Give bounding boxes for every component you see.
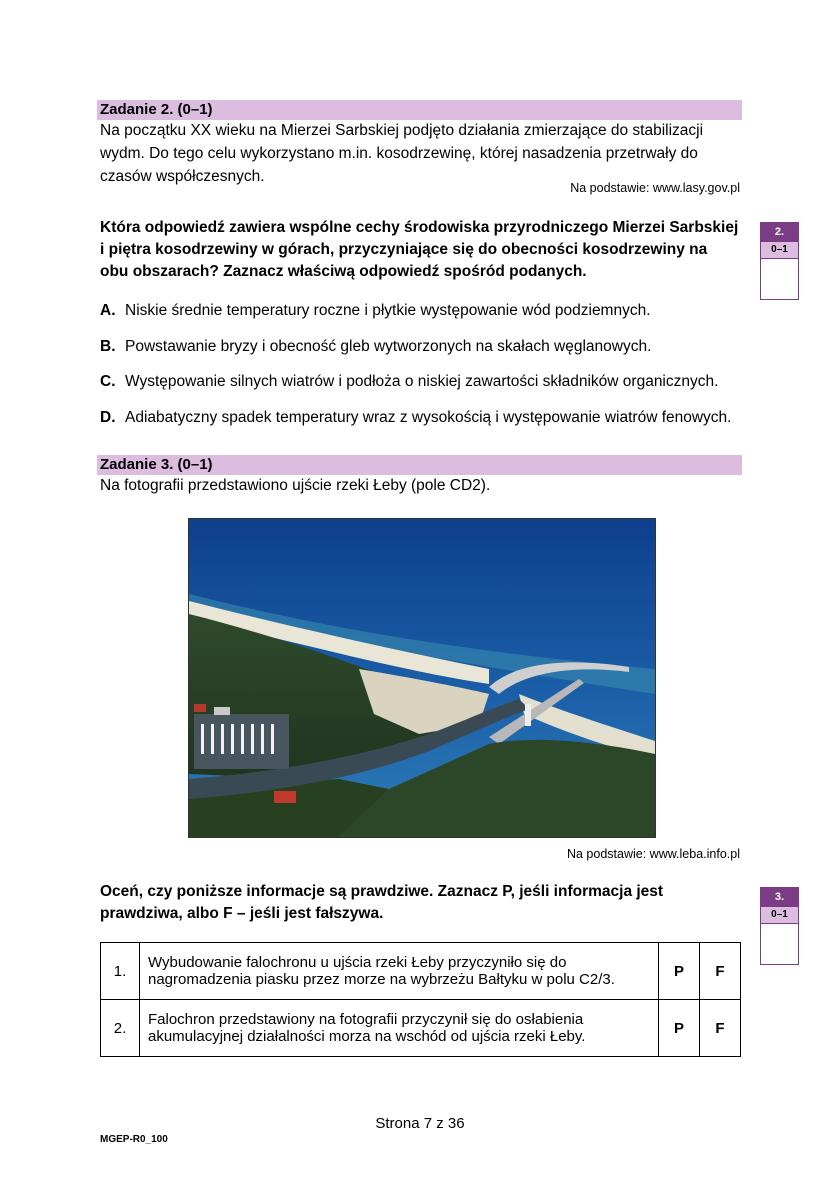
option-text: Występowanie silnych wiatrów i podłoża o niskiej zawartości składników organicznych. — [125, 373, 719, 390]
true-false-table — [100, 942, 741, 1057]
intro-line: wydm. Do tego celu wykorzystano m.in. kosodrzewinę, której nasadzenia przetrwały do — [100, 145, 698, 162]
task-2-source: Na podstawie: www.lasy.gov.pl — [570, 181, 740, 195]
exam-code: MGEP-R0_100 — [100, 1134, 168, 1145]
task-2-score-box — [760, 222, 799, 300]
statement-line: nagromadzenia piasku przez morze na wybrzeżu Bałtyku w polu C2/3. — [148, 971, 615, 988]
task-3-question — [100, 881, 745, 925]
true-option[interactable]: P — [659, 943, 700, 1000]
task-3-source: Na podstawie: www.leba.info.pl — [566, 847, 740, 861]
statement-number: 1. — [101, 943, 140, 1000]
statement-line: Wybudowanie falochronu u ujścia rzeki Łeby przyczyniło się do — [148, 954, 567, 971]
option-letter: C. — [100, 373, 116, 390]
statement-text — [140, 943, 659, 1000]
score-task-number: 2. — [761, 223, 798, 242]
question-line: obu obszarach? Zaznacz właściwą odpowiedź spośród podanych. — [100, 263, 587, 280]
option-letter: D. — [100, 409, 116, 426]
question-line: i piętra kosodrzewiny w górach, przyczyniające się do obecności kosodrzewiny na — [100, 241, 708, 258]
question-line: prawdziwa, albo F – jeśli jest fałszywa. — [100, 905, 384, 922]
statement-text — [140, 1000, 659, 1057]
score-points-range: 0–1 — [761, 907, 798, 924]
answer-option-d[interactable] — [100, 408, 750, 428]
task-2-intro — [100, 119, 740, 188]
leba-river-mouth-photo — [188, 518, 656, 838]
option-letter: A. — [100, 302, 116, 319]
task-3-header: Zadanie 3. (0–1) — [97, 455, 742, 475]
task-2-header: Zadanie 2. (0–1) — [97, 100, 742, 120]
task-2-question — [100, 217, 745, 283]
table-row — [101, 943, 741, 1000]
score-points-range: 0–1 — [761, 242, 798, 259]
false-option[interactable]: F — [700, 943, 741, 1000]
page-number: Strona 7 z 36 — [375, 1115, 465, 1132]
score-entry-field — [761, 924, 798, 964]
answer-option-b[interactable] — [100, 337, 750, 357]
task-3-intro: Na fotografii przedstawiono ujście rzeki Łeby (pole CD2). — [100, 477, 491, 494]
option-letter: B. — [100, 338, 116, 355]
question-line: Oceń, czy poniższe informacje są prawdziwe. Zaznacz P, jeśli informacja jest — [100, 883, 664, 900]
true-option[interactable]: P — [659, 1000, 700, 1057]
option-text: Powstawanie bryzy i obecność gleb wytworzonych na skałach węglanowych. — [125, 338, 652, 355]
false-option[interactable]: F — [700, 1000, 741, 1057]
statement-line: Falochron przedstawiony na fotografii przyczynił się do osłabienia — [148, 1011, 584, 1028]
score-entry-field — [761, 259, 798, 299]
statement-line: akumulacyjnej działalności morza na wschód od ujścia rzeki Łeby. — [148, 1028, 586, 1045]
statement-number: 2. — [101, 1000, 140, 1057]
answer-option-a[interactable] — [100, 301, 750, 321]
option-text: Adiabatyczny spadek temperatury wraz z wysokością i występowanie wiatrów fenowych. — [125, 409, 732, 426]
answer-option-c[interactable] — [100, 372, 750, 392]
table-row — [101, 1000, 741, 1057]
task-3-score-box — [760, 887, 799, 965]
option-text: Niskie średnie temperatury roczne i płytkie występowanie wód podziemnych. — [125, 302, 651, 319]
intro-line: czasów współczesnych. — [100, 168, 265, 185]
score-task-number: 3. — [761, 888, 798, 907]
question-line: Która odpowiedź zawiera wspólne cechy środowiska przyrodniczego Mierzei Sarbskiej — [100, 219, 739, 236]
intro-line: Na początku XX wieku na Mierzei Sarbskiej podjęto działania zmierzające do stabilizacji — [100, 122, 704, 139]
